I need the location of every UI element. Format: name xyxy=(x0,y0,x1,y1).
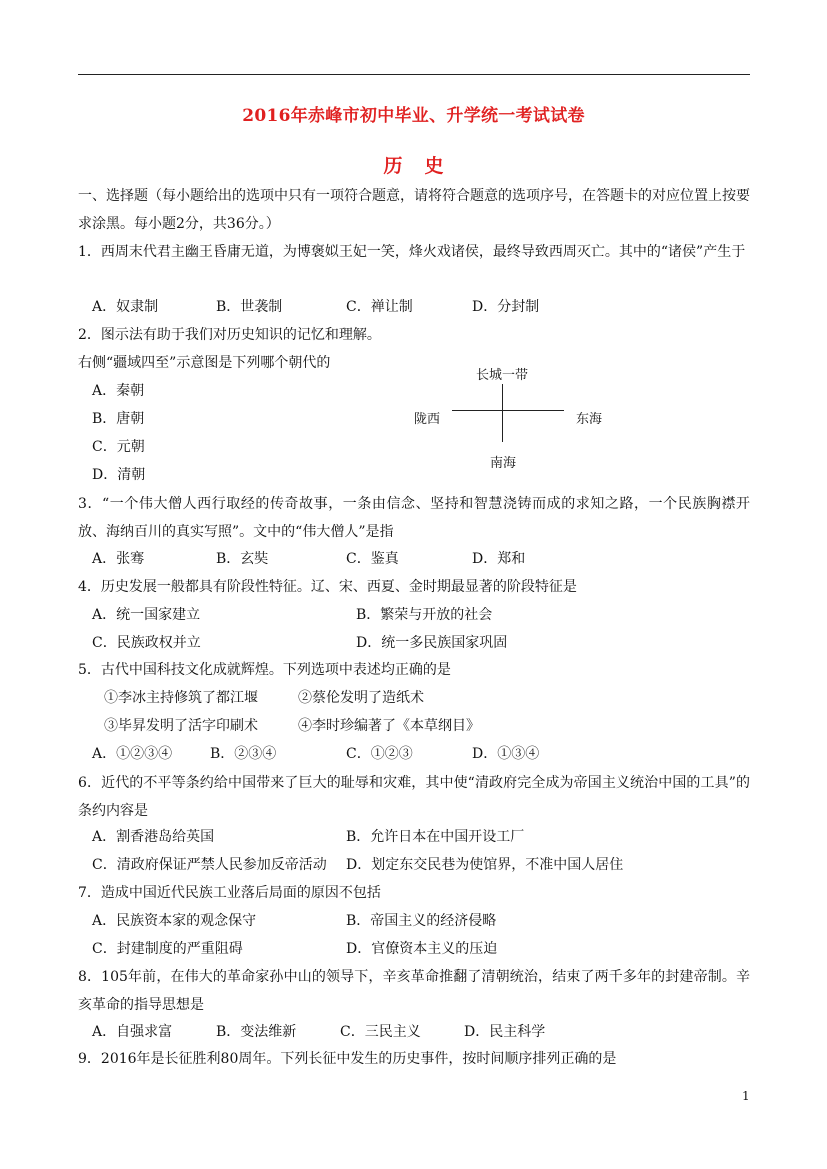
q2-option-d: D．清朝 xyxy=(92,467,146,483)
map-horizontal-axis xyxy=(452,410,564,411)
q6-option-b: B．允许日本在中国开设工厂 xyxy=(346,829,525,845)
subject-title: 历史 xyxy=(383,155,466,177)
q5-item-3: ③毕昇发明了活字印刷术 xyxy=(104,718,258,734)
q4-option-a: A．统一国家建立 xyxy=(92,607,201,623)
q1-option-d: D．分封制 xyxy=(472,299,540,315)
q1-option-b: B．世袭制 xyxy=(216,299,283,315)
question-9-stem: 9．2016年是长征胜利80周年。下列长征中发生的历史事件，按时间顺序排列正确的是 xyxy=(78,1051,617,1067)
q8-option-c: C．三民主义 xyxy=(340,1024,421,1040)
q2-option-a: A．秦朝 xyxy=(92,383,145,399)
q8-option-d: D．民主科学 xyxy=(464,1024,546,1040)
map-label-south: 南海 xyxy=(490,456,517,471)
q3-option-c: C．鉴真 xyxy=(346,551,399,567)
question-4-stem: 4．历史发展一般都具有阶段性特征。辽、宋、西夏、金时期最显著的阶段特征是 xyxy=(78,579,577,595)
question-7-stem: 7．造成中国近代民族工业落后局面的原因不包括 xyxy=(78,885,381,901)
q5-item-2: ②蔡伦发明了造纸术 xyxy=(298,690,424,706)
question-8-stem: 8．105年前，在伟大的革命家孙中山的领导下，辛亥革命推翻了清朝统治，结束了两千多年的封建帝制。辛亥革命的指导思想是 xyxy=(78,969,750,1013)
q5-option-c: C．①②③ xyxy=(346,746,413,762)
question-2-stem-2: 右侧“疆域四至”示意图是下列哪个朝代的 xyxy=(78,355,331,371)
q3-option-b: B．玄奘 xyxy=(216,551,269,567)
question-2-stem-1: 2．图示法有助于我们对历史知识的记忆和理解。 xyxy=(78,327,381,343)
q8-option-a: A．自强求富 xyxy=(92,1024,173,1040)
question-1-stem: 1．西周末代君主幽王昏庸无道，为博褒姒王妃一笑，烽火戏诸侯，最终导致西周灭亡。其中的“诸侯”产生于 xyxy=(78,244,746,260)
q3-option-a: A．张骞 xyxy=(92,551,145,567)
question-3-stem: 3．“一个伟大僧人西行取经的传奇故事，一条由信念、坚持和智慧浇铸而成的求知之路，一个民族胸襟开放、海纳百川的真实写照”。文中的“伟大僧人”是指 xyxy=(78,496,750,540)
map-label-north: 长城一带 xyxy=(476,368,529,383)
q2-option-c: C．元朝 xyxy=(92,439,145,455)
q1-option-a: A．奴隶制 xyxy=(92,299,159,315)
map-label-west: 陇西 xyxy=(414,412,441,427)
q4-option-b: B．繁荣与开放的社会 xyxy=(356,607,493,623)
section-instructions: 一、选择题（每小题给出的选项中只有一项符合题意，请将符合题意的选项序号，在答题卡的对应位置上按要求涂黑。每小题2分，共36分。） xyxy=(78,188,750,232)
q2-option-b: B．唐朝 xyxy=(92,411,145,427)
q7-option-c: C．封建制度的严重阻碍 xyxy=(92,941,243,957)
question-5-stem: 5．古代中国科技文化成就辉煌。下列选项中表述均正确的是 xyxy=(78,662,451,678)
q4-option-c: C．民族政权并立 xyxy=(92,635,201,651)
q7-option-b: B．帝国主义的经济侵略 xyxy=(346,913,497,929)
page-number: 1 xyxy=(742,1089,750,1103)
q5-item-1: ①李冰主持修筑了都江堰 xyxy=(104,690,258,706)
question-6-stem: 6．近代的不平等条约给中国带来了巨大的耻辱和灾难，其中使“清政府完全成为帝国主义统治中国的工具”的条约内容是 xyxy=(78,775,750,819)
q8-option-b: B．变法维新 xyxy=(216,1024,297,1040)
q1-option-c: C．禅让制 xyxy=(346,299,413,315)
header-rule xyxy=(78,74,750,75)
q7-option-d: D．官僚资本主义的压迫 xyxy=(346,941,498,957)
q4-option-d: D．统一多民族国家巩固 xyxy=(356,635,508,651)
map-vertical-axis xyxy=(502,384,503,442)
exam-title: 2016年赤峰市初中毕业、升学统一考试试卷 xyxy=(242,106,585,126)
q5-item-4: ④李时珍编著了《本草纲目》 xyxy=(298,718,480,734)
q5-option-b: B．②③④ xyxy=(210,746,277,762)
q7-option-a: A．民族资本家的观念保守 xyxy=(92,913,257,929)
q5-option-d: D．①③④ xyxy=(472,746,540,762)
q3-option-d: D．郑和 xyxy=(472,551,526,567)
q6-option-d: D．划定东交民巷为使馆界，不准中国人居住 xyxy=(346,857,624,873)
q6-option-a: A．割香港岛给英国 xyxy=(92,829,215,845)
map-label-east: 东海 xyxy=(576,412,603,427)
q6-option-c: C．清政府保证严禁人民参加反帝活动 xyxy=(92,857,327,873)
q5-option-a: A．①②③④ xyxy=(92,746,173,762)
